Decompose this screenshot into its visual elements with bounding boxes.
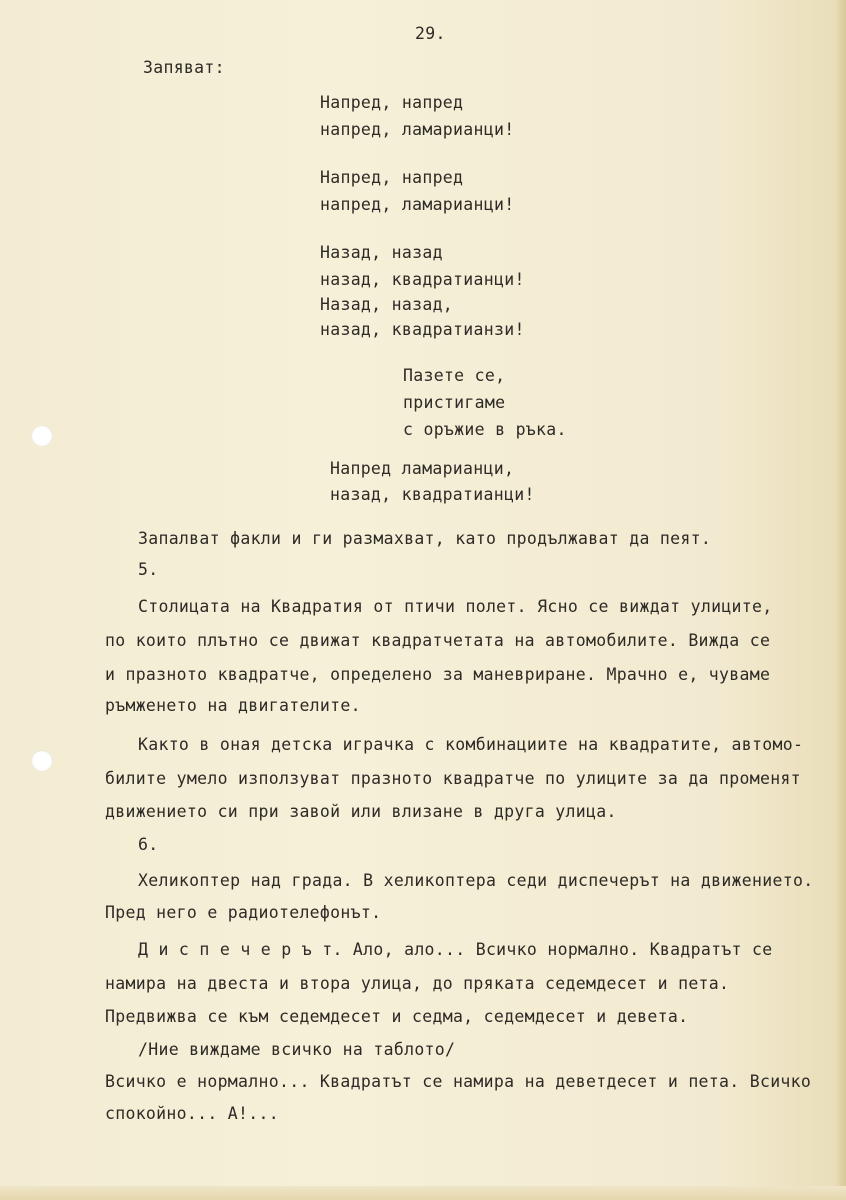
body-line: Пред него е радиотелефонът. [105, 903, 382, 922]
song-line: пристигаме [403, 393, 506, 412]
song-line: Напред ламарианци, [330, 459, 515, 478]
dialogue-line: Д и с п е ч е р ъ т. Ало, ало... Всичко нормално. Квадратът се [138, 940, 773, 959]
dialogue-line: спокойно... А!... [105, 1104, 279, 1123]
song-line: Напред, напред [320, 168, 464, 187]
song-line: назад, квадратианзи! [320, 320, 525, 339]
body-line: Хеликоптер над града. В хеликоптера седи диспечерът на движението. [138, 871, 814, 890]
page-edge [836, 0, 846, 1200]
scene-number: 5. [138, 560, 159, 579]
page-number: 29. [415, 24, 446, 43]
body-line: Както в оная детска играчка с комбинациите на квадратите, автомо- [138, 735, 804, 754]
dialogue-line: Предвижва се към седемдесет и седма, седемдесет и девета. [105, 1007, 689, 1026]
punch-hole-upper [31, 425, 53, 447]
song-line: напред, ламарианци! [320, 195, 515, 214]
stage-direction-intro: Запяват: [143, 58, 225, 77]
song-line: Назад, назад [320, 243, 443, 262]
song-line: Назад, назад, [320, 295, 454, 314]
dialogue-line: Всичко е нормално... Квадратът се намира на деветдесет и пета. Всичко [105, 1072, 812, 1091]
song-line: Пазете се, [403, 366, 506, 385]
body-line: по които плътно се движат квадратчетата на автомобилите. Вижда се [105, 631, 771, 650]
song-line: напред, ламарианци! [320, 120, 515, 139]
song-line: Напред, напред [320, 93, 464, 112]
scene-number: 6. [138, 835, 159, 854]
song-line: с оръжие в ръка. [403, 420, 567, 439]
body-line: Столицата на Квадратия от птичи полет. Ясно се виждат улиците, [138, 597, 773, 616]
punch-hole-lower [31, 750, 53, 772]
body-line: билите умело използуват празното квадратче по улиците за да променят [105, 769, 801, 788]
page-bottom-edge [0, 1186, 846, 1200]
song-line: назад, квадратианци! [320, 270, 525, 289]
body-line: ръмженето на двигателите. [105, 696, 361, 715]
dialogue-line: намира на двеста и втора улица, до пряката седемдесет и пета. [105, 974, 730, 993]
body-line: и празното квадратче, определено за маневриране. Мрачно е, чуваме [105, 665, 771, 684]
song-line: назад, квадратианци! [330, 485, 535, 504]
stage-direction: /Ние виждаме всичко на таблото/ [138, 1040, 456, 1059]
body-line: Запалват факли и ги размахват, като продължават да пеят. [138, 529, 712, 548]
body-line: движението си при завой или влизане в друга улица. [105, 802, 617, 821]
